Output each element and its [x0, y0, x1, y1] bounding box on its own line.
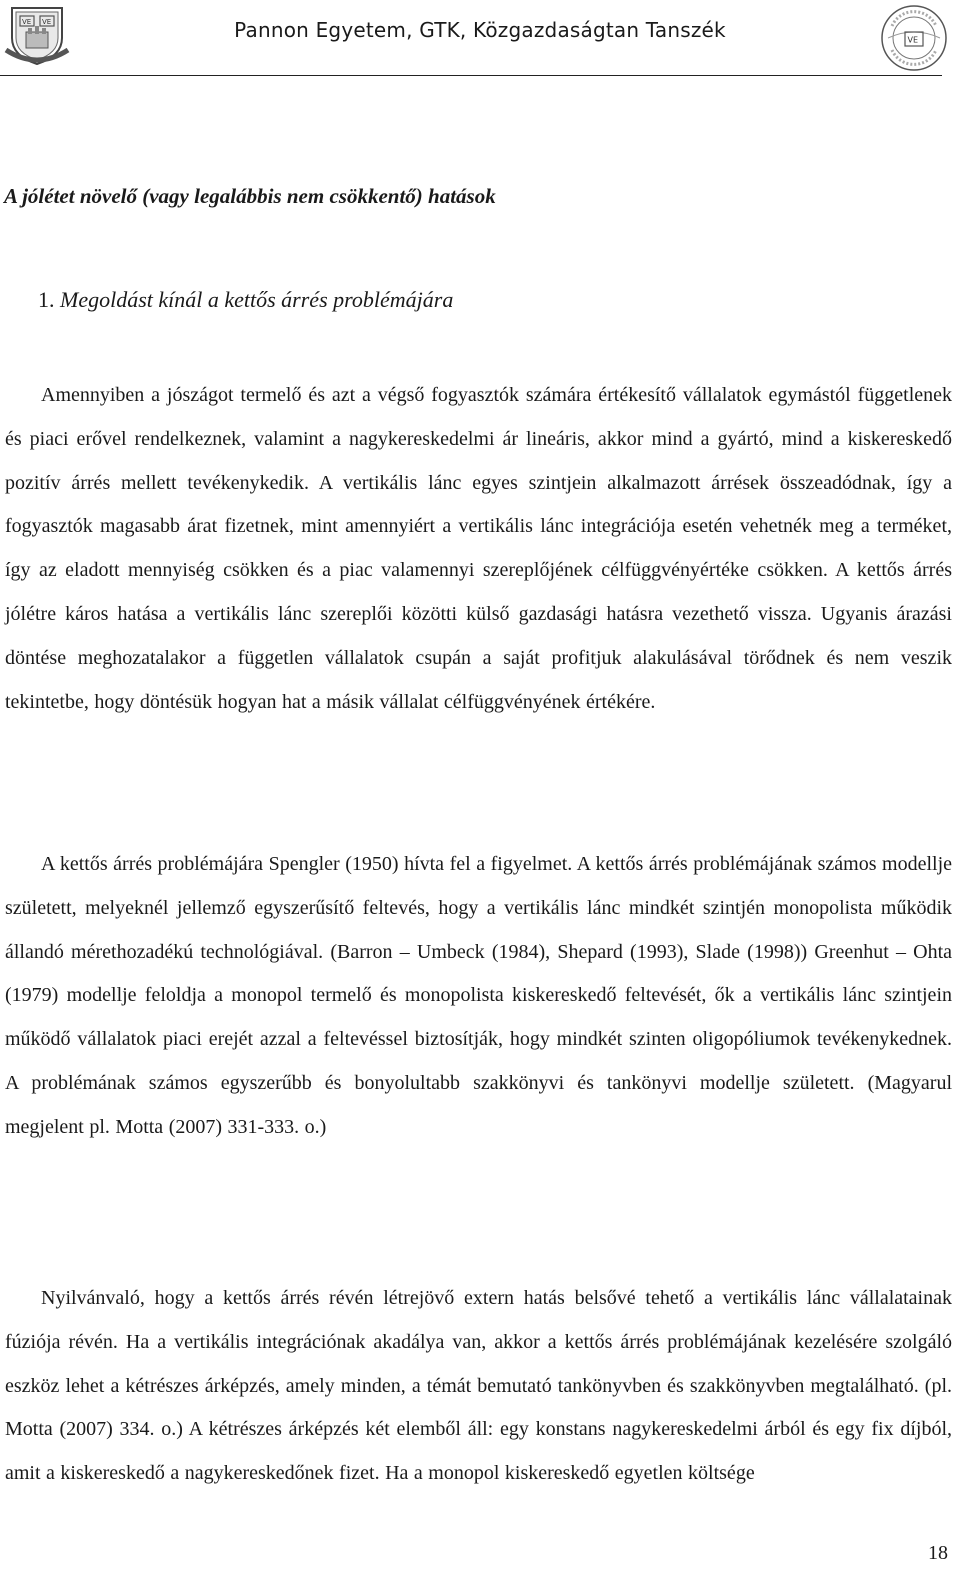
- subheading-text: Megoldást kínál a kettős árrés problémájára: [60, 287, 454, 312]
- subheading: [38, 287, 453, 313]
- facultas-oeconomica-seal-icon: [880, 4, 948, 72]
- svg-text:VE: VE: [907, 35, 919, 45]
- body-paragraph: A kettős árrés problémájára Spengler (1950) hívta fel a figyelmet. A kettős árrés problémájának számos modellje született, melyeknél jellemző egyszerűsítő feltevés, hogy a vertikális lánc mindkét szintjén monopolista működik állandó mérethozadékú technológiával. (Barron – Umbeck (1984), Shepard (1993), Slade (1998)) Greenhut – Ohta (1979) modellje feloldja a monopol termelő és monopolista kiskereskedő feltevését, ők a vertikális lánc szintjein működő vállalatok piaci erejét azzal a feltevéssel biztosítják, hogy mindkét szinten oligopóliumok tevékenykednek. A problémának számos egyszerűbb és bonyolultabb szakkönyvi és tankönyvi modellje született. (Magyarul megjelent pl. Motta (2007) 331-333. o.): [5, 853, 952, 1138]
- page-number: 18: [928, 1542, 948, 1564]
- svg-text:VE: VE: [42, 18, 52, 26]
- body-paragraph: Nyilvánvaló, hogy a kettős árrés révén létrejövő extern hatás belsővé tehető a vertikális lánc vállalatainak fúziója révén. Ha a vertikális integrációnak akadálya van, akkor a kettős árrés problémájának kezelésére szolgáló eszköz lehet a kétrészes árképzés, amely minden, a témát bemutató tankönyvben és szakkönyvben megtalálható. (pl. Motta (2007) 334. o.) A kétrészes árképzés két elemből áll: egy konstans nagykereskedelmi árból és egy fix díjból, amit a kiskereskedő a nagykereskedőnek fizet. Ha a monopol kiskereskedő egyetlen költsége: [5, 1287, 952, 1485]
- body-paragraph: Amennyiben a jószágot termelő és azt a végső fogyasztók számára értékesítő vállalatok egymástól függetlenek és piaci erővel rendelkeznek, valamint a nagykereskedelmi ár lineáris, akkor mind a gyártó, mind a kiskereskedő pozitív árrés mellett tevékenykedik. A vertikális lánc egyes szintjein alkalmazott árrések összeadódnak, így a fogyasztók magasabb árat fizetnek, mint amennyiért a vertikális lánc integrációja esetén vehetnék meg a terméket, így az eladott mennyiség csökken és a piac valamennyi szereplőjének célfüggvényértéke csökken. A kettős árrés jólétre káros hatása a vertikális lánc szereplői közötti külső gazdasági hatásra vezethető vissza. Ugyanis árazási döntése meghozatalakor a független vállalatok csupán a saját profitjuk alakulásával törődnek és nem veszik tekintetbe, hogy döntésük hogyan hat a másik vállalat célfüggvényének értékére.: [5, 384, 952, 713]
- header-divider: [0, 75, 942, 76]
- page-header: [0, 0, 960, 78]
- svg-text:VE: VE: [22, 18, 32, 26]
- subheading-number: 1.: [38, 287, 55, 312]
- header-title: Pannon Egyetem, GTK, Közgazdaságtan Tanszék: [234, 18, 726, 42]
- section-title: A jólétet növelő (vagy legalábbis nem csökkentő) hatások: [4, 184, 496, 208]
